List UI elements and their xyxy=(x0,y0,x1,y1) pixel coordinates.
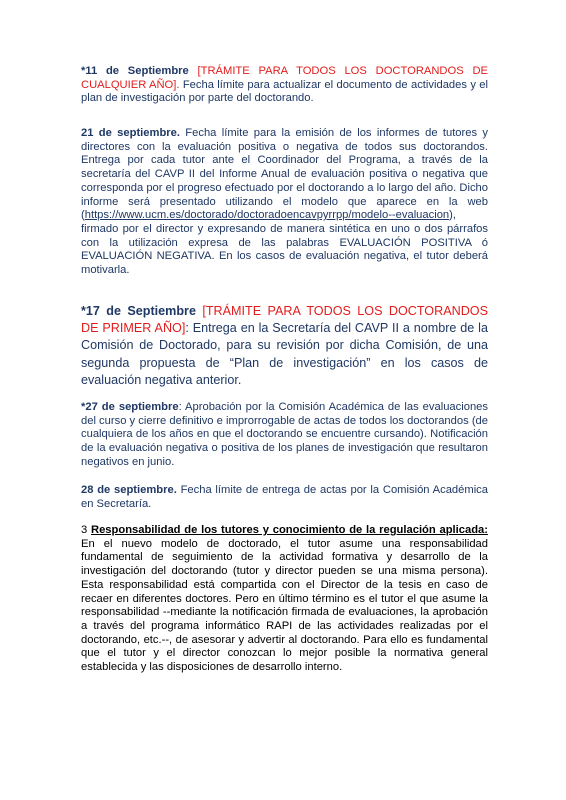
paragraph-sept-27 xyxy=(81,401,488,470)
date-label: *27 de septiembre xyxy=(81,401,179,413)
date-label: 28 de septiembre. xyxy=(81,484,177,496)
date-label: *17 de Septiembre xyxy=(81,304,196,318)
section-number: 3 xyxy=(81,524,91,536)
evaluation-model-link[interactable]: https://www.ucm.es/doctorado/doctoradoencavpyrrpp/modelo--evaluacion xyxy=(84,209,450,222)
procedure-tag: [TRÁMITE PARA TODOS LOS DOCTORANDOS DE CUALQUIER AÑO]. xyxy=(81,65,488,91)
date-label: *11 de Septiembre xyxy=(81,65,189,77)
paragraph-text-continued: ), firmado por el director y expresando de manera sintética en uno o dos párrafos con la utilización expresa de las palabras EVALUACIÓN POSITIVA ó EVALUACIÓN NEGATIVA. En los casos de evaluación negativa, el tutor deberá motivarla. xyxy=(81,209,488,277)
paragraph-text: : Aprobación por la Comisión Académica de las evaluaciones del curso y cierre definitivo e improrrogable de actas de todos los doctorandos (de cualquiera de los años en que el doctorando se encuentre cursando). Notificación de la evaluación negativa o positiva de los planes de investigación que resultaron negativos en junio. xyxy=(81,401,488,468)
paragraph-text: En el nuevo modelo de doctorado, el tutor asume una responsabilidad fundamental de seguimiento de la actividad formativa y desarrollo de la investigación del doctorando (tutor y director pueden se una misma persona). Esta responsabilidad está compartida con el Director de la tesis en caso de recaer en diferentes doctores. Pero en último término es el tutor el que asume la responsabilidad --mediante la notificación firmada de evaluaciones, la aprobación a través del programa informático RAPI de las actividades realizadas por el doctorando, etc.--, de asesorar y advertir al doctorando. Para ello es fundamental que el tutor y el director conozcan lo mejor posible la normativa general establecida y las disposiciones de desarrollo interno. xyxy=(81,537,488,674)
paragraph-sept-11 xyxy=(81,65,488,106)
paragraph-tutor-responsibility xyxy=(81,524,488,675)
section-heading: Responsabilidad de los tutores y conocimiento de la regulación aplicada: xyxy=(91,524,488,536)
date-label: 21 de septiembre. xyxy=(81,127,180,139)
paragraph-sept-17 xyxy=(81,303,488,389)
paragraph-sept-28 xyxy=(81,484,488,511)
paragraph-text: Fecha límite para actualizar el documento de actividades y el plan de investigación por parte del doctorando. xyxy=(81,78,488,105)
procedure-tag: [TRÁMITE PARA TODOS LOS DOCTORANDOS DE PRIMER AÑO] xyxy=(81,304,488,336)
paragraph-sept-21 xyxy=(81,127,488,278)
paragraph-text: Fecha límite de entrega de actas por la Comisión Académica en Secretaría. xyxy=(81,484,488,510)
paragraph-text: : Entrega en la Secretaría del CAVP II a nombre de la Comisión de Doctorado, para su revisión por dicha Comisión, de una segunda propuesta de “Plan de investigación” en los casos de evaluación negativa anterior. xyxy=(81,321,488,387)
paragraph-text: Fecha límite para la emisión de los informes de tutores y directores con la evaluación positiva o negativa de todos sus doctorandos. Entrega por cada tutor ante el Coordinador del Programa, a través de la secretaría del CAVP II del Informe Anual de evaluación positiva o negativa que corresponda por el progreso efectuado por el doctorando a lo largo del año. Dicho informe será presentado utilizando el modelo que aparece en la web ( xyxy=(81,127,488,222)
